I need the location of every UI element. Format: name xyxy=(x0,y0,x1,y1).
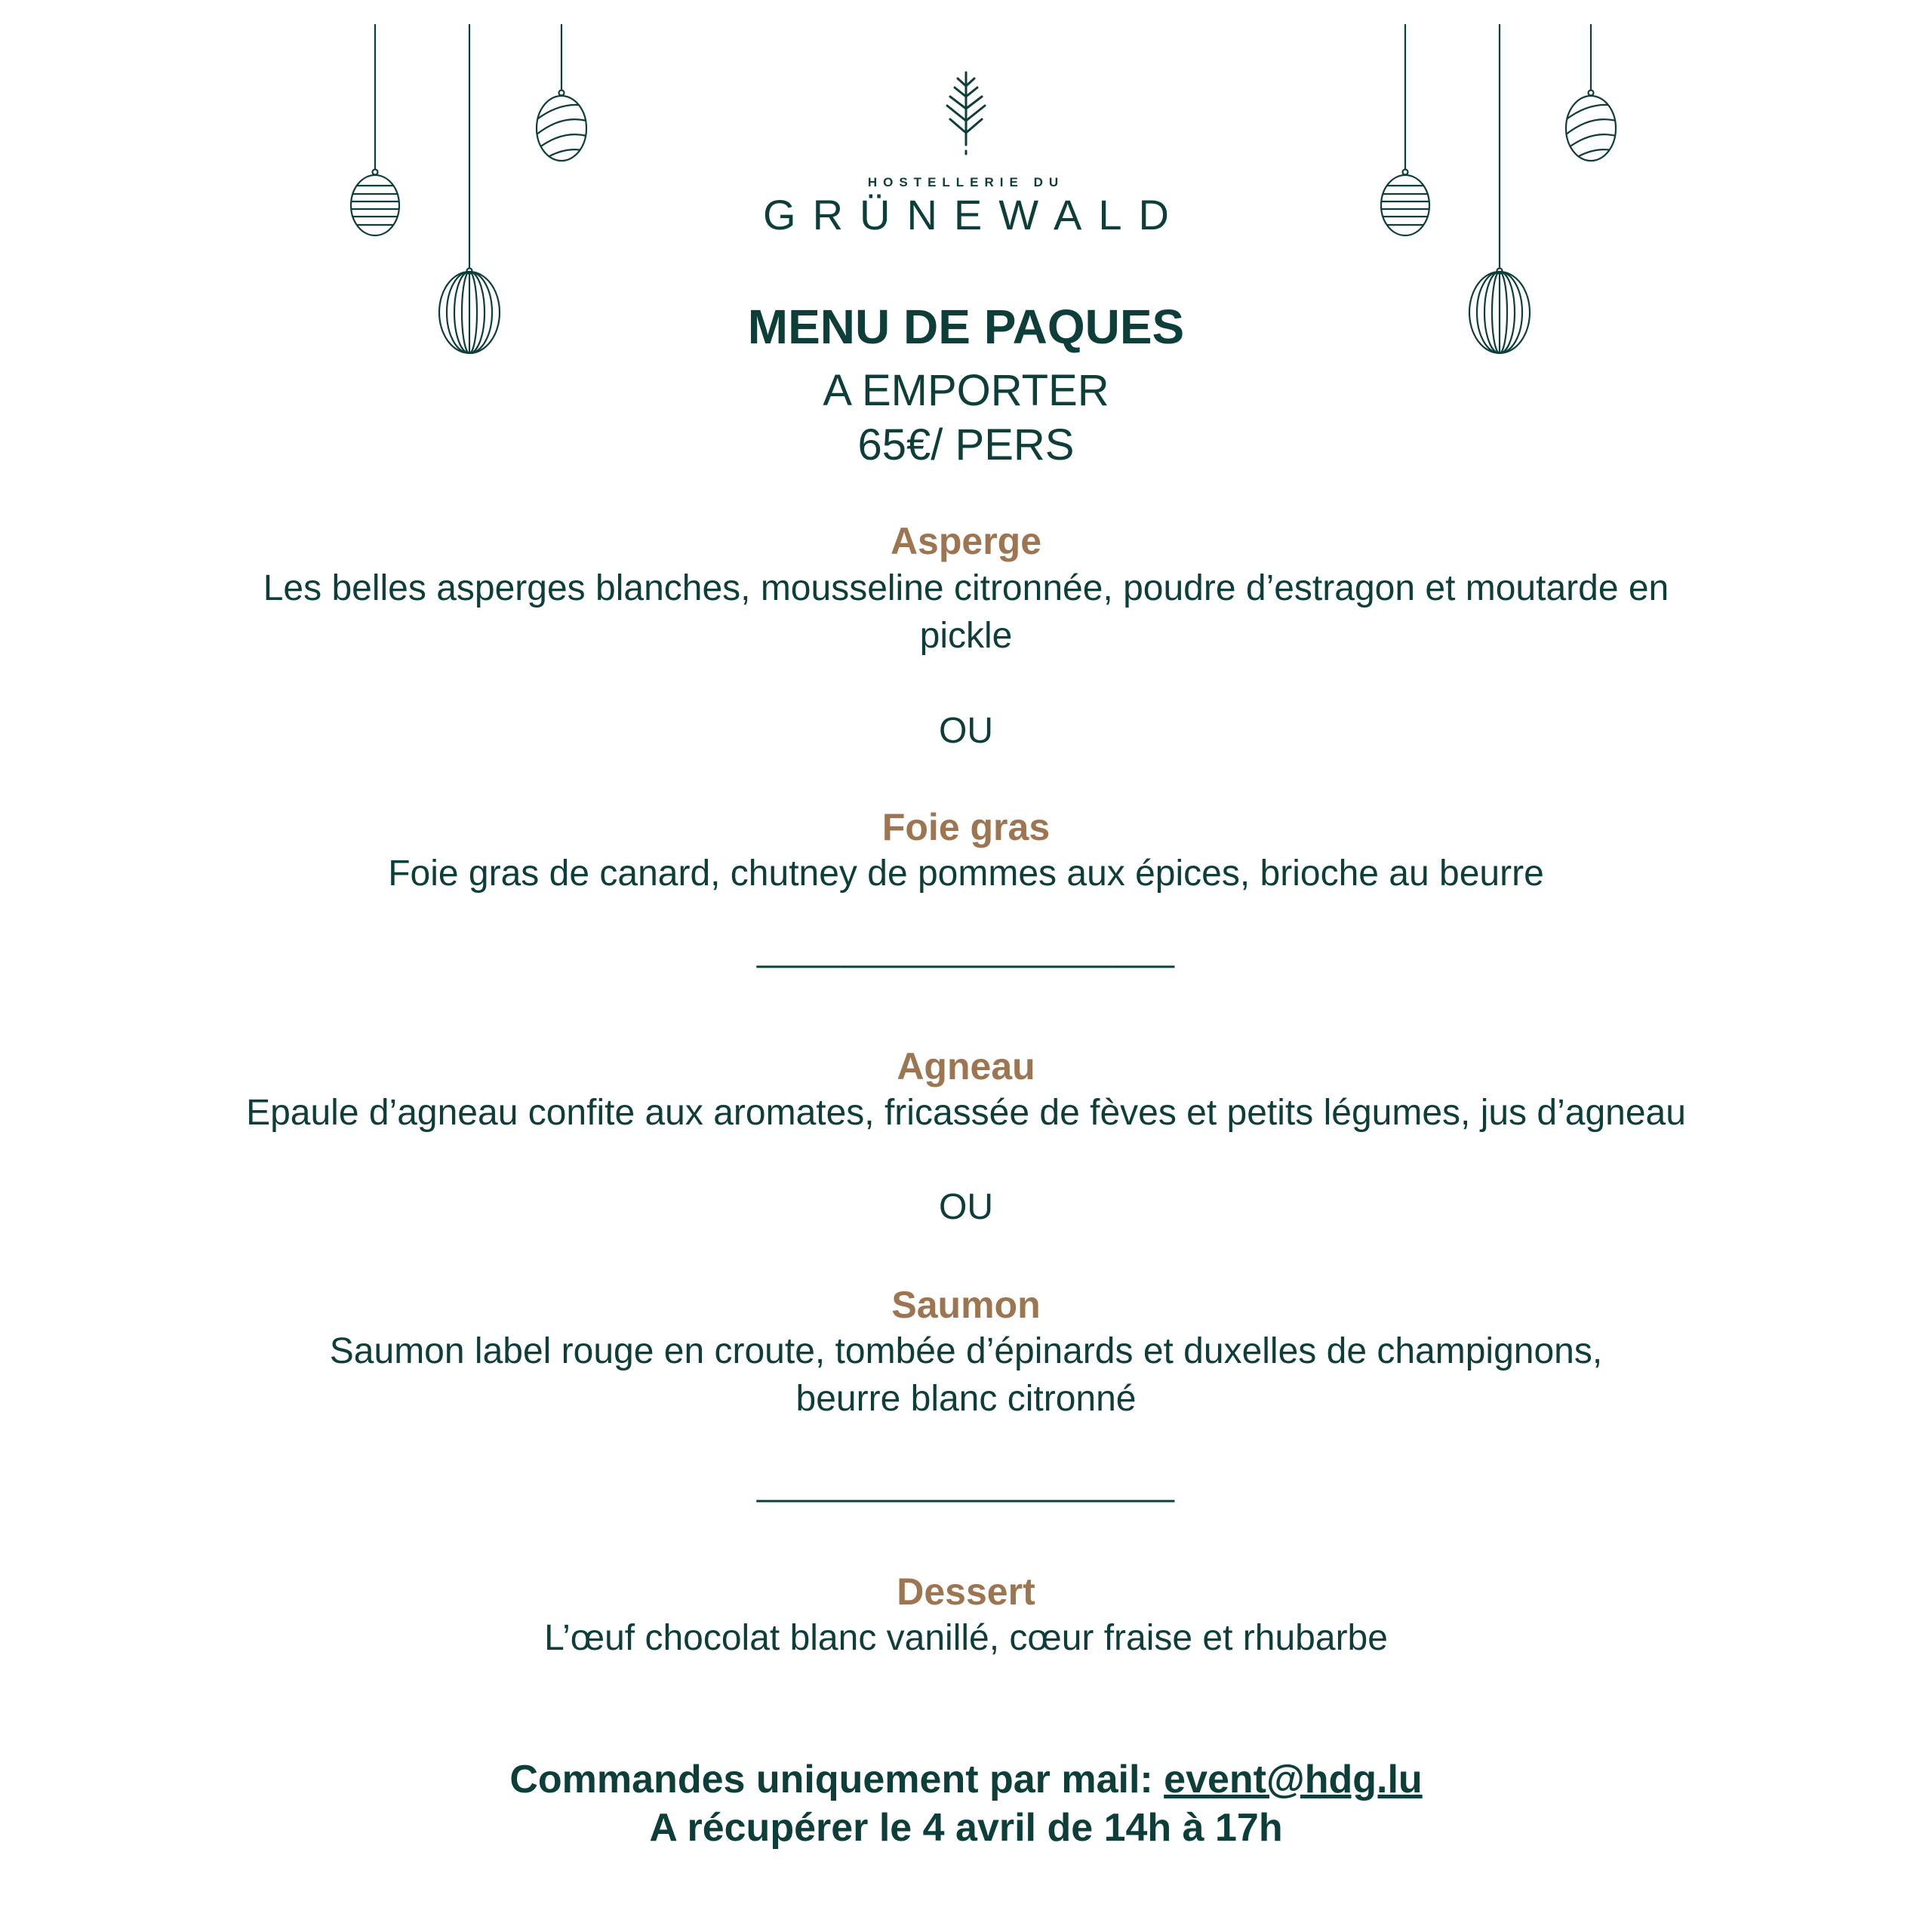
course-description: Saumon label rouge en croute, tombée d’épinards et duxelles de champignons, xyxy=(329,1331,1603,1371)
easter-egg-icon xyxy=(1561,24,1621,169)
course-description: beurre blanc citronné xyxy=(795,1379,1137,1419)
pickup-info: A récupérer le 4 avril de 14h à 17h xyxy=(649,1806,1283,1850)
page-title: MENU DE PAQUES xyxy=(747,300,1185,354)
logo-subtitle: HOSTELLERIE DU xyxy=(867,175,1065,189)
course-title-dessert: Dessert xyxy=(897,1571,1035,1613)
order-label: Commandes uniquement par mail: xyxy=(509,1758,1164,1801)
section-separator: ____________________ xyxy=(757,1463,1175,1503)
course-description: Les belles asperges blanches, mousseline citronnée, poudre d’estragon et moutarde en xyxy=(263,568,1669,608)
course-title-agneau: Agneau xyxy=(897,1045,1035,1088)
page-subtitle: A EMPORTER xyxy=(823,366,1109,415)
section-separator: ____________________ xyxy=(757,929,1175,969)
course-description: Foie gras de canard, chutney de pommes aux épices, brioche au beurre xyxy=(388,854,1544,894)
or-divider: OU xyxy=(939,711,993,751)
or-divider: OU xyxy=(939,1187,993,1227)
easter-egg-icon xyxy=(531,24,592,169)
course-title-saumon: Saumon xyxy=(891,1284,1041,1326)
order-info xyxy=(0,1757,1932,1802)
course-description: pickle xyxy=(919,616,1013,656)
fir-branch-icon xyxy=(940,69,992,160)
logo-name: GRÜNEWALD xyxy=(763,191,1186,238)
course-description: Epaule d’agneau confite aux aromates, fricassée de fèves et petits légumes, jus d’agneau xyxy=(246,1093,1686,1133)
course-title-foie-gras: Foie gras xyxy=(881,806,1051,848)
course-description: L’œuf chocolat blanc vanillé, cœur fraise et rhubarbe xyxy=(544,1618,1388,1658)
course-title-asperge: Asperge xyxy=(890,520,1042,562)
price: 65€/ PERS xyxy=(857,420,1075,469)
email-link[interactable]: event@hdg.lu xyxy=(1164,1758,1423,1801)
